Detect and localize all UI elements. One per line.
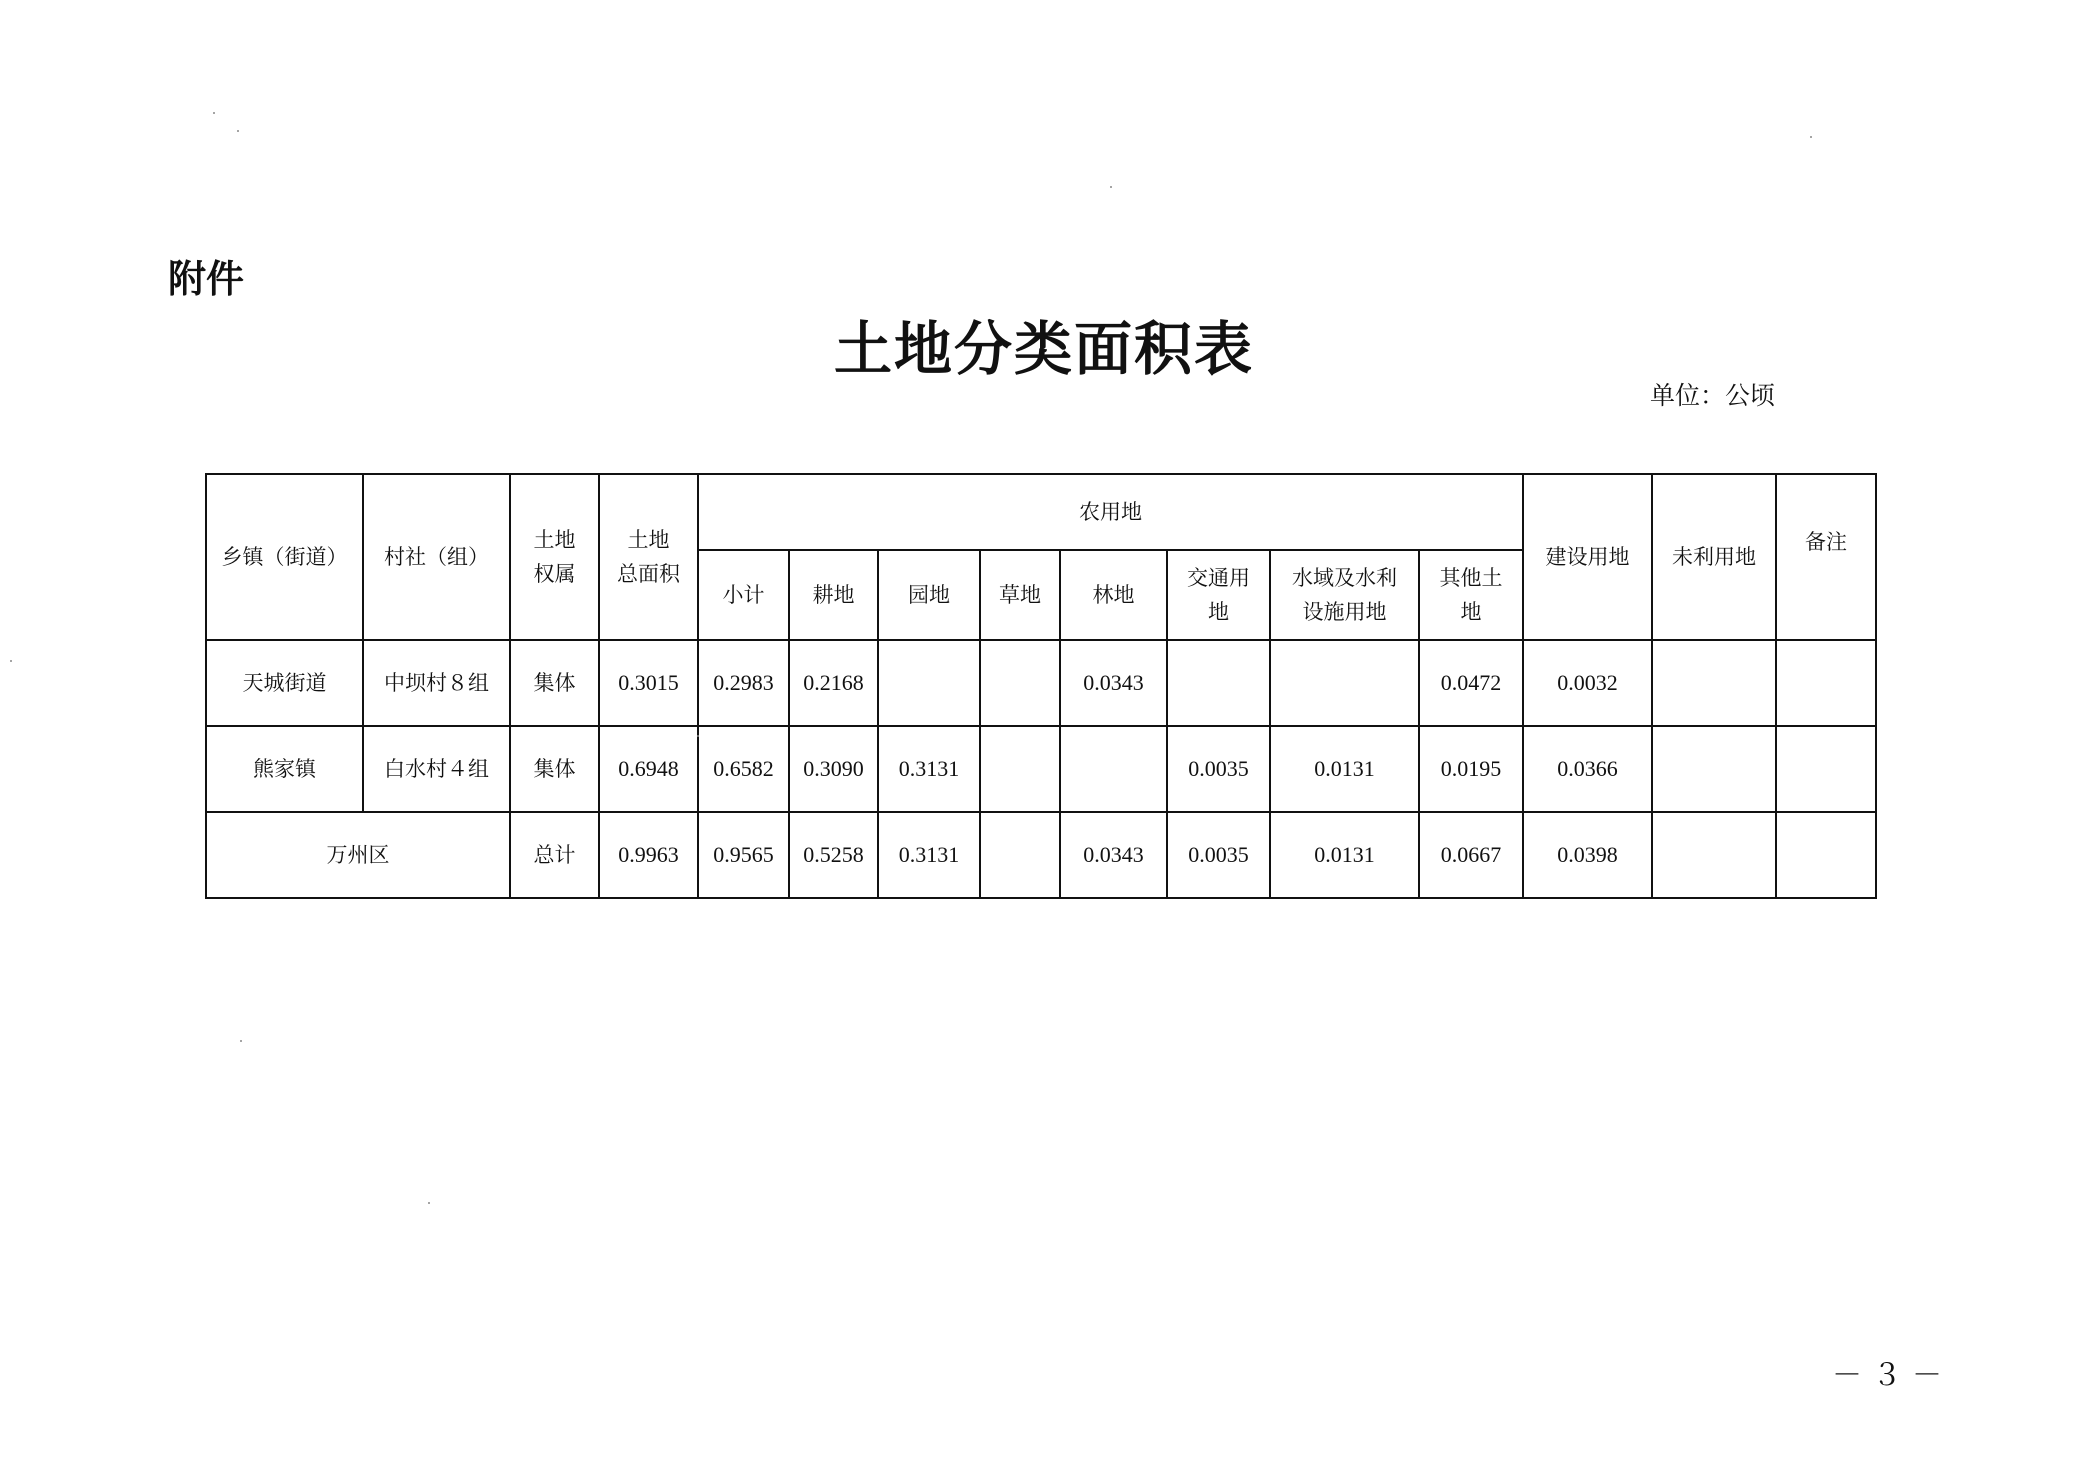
header-water-facilities: 水域及水利 设施用地 [1270,550,1419,640]
header-total-area: 土地 总面积 [599,474,698,640]
scan-speck [428,1202,430,1204]
ownership-cell: 集体 [510,726,599,812]
header-other-land: 其他土 地 [1419,550,1523,640]
document-title: 土地分类面积表 [833,315,1254,383]
village-cell: 中坝村８组 [363,640,510,726]
scan-speck [1110,186,1112,188]
transport-cell: 0.0035 [1167,812,1270,898]
township-cell: 熊家镇 [206,726,363,812]
attachment-label: 附件 [168,257,245,301]
total-area-cell: 0.6948 [599,726,698,812]
table-row [206,640,1876,726]
subtotal-cell: 0.6582 [698,726,789,812]
cultivated-cell: 0.2168 [789,640,878,726]
other-land-cell: 0.0472 [1419,640,1523,726]
unused-cell [1652,640,1776,726]
forest-cell: 0.0343 [1060,640,1167,726]
header-agricultural-land: 农用地 [698,474,1523,550]
scan-speck [240,1040,242,1042]
grassland-cell [980,726,1060,812]
page-number: －３－ [1832,1358,1952,1393]
grassland-cell [980,812,1060,898]
header-unused-land: 未利用地 [1652,474,1776,640]
unused-cell [1652,726,1776,812]
district-cell: 万州区 [206,812,510,898]
transport-cell: 0.0035 [1167,726,1270,812]
water-facilities-cell: 0.0131 [1270,812,1419,898]
total-row [206,812,1876,898]
construction-cell: 0.0032 [1523,640,1652,726]
remarks-cell [1776,640,1876,726]
subtotal-cell: 0.9565 [698,812,789,898]
land-classification-table [205,473,1877,899]
scan-speck [1810,136,1812,138]
subtotal-cell: 0.2983 [698,640,789,726]
cultivated-cell: 0.5258 [789,812,878,898]
header-garden: 园地 [878,550,980,640]
unused-cell [1652,812,1776,898]
scan-speck [237,130,239,132]
header-ownership: 土地 权属 [510,474,599,640]
header-construction-land: 建设用地 [1523,474,1652,640]
table-row [206,726,1876,812]
header-village: 村社（组） [363,474,510,640]
garden-cell: 0.3131 [878,812,980,898]
village-cell: 白水村４组 [363,726,510,812]
other-land-cell: 0.0667 [1419,812,1523,898]
other-land-cell: 0.0195 [1419,726,1523,812]
unit-label: 单位：公顷 [1650,381,1776,410]
header-remarks: 备注 [1776,474,1876,640]
ownership-cell: 集体 [510,640,599,726]
header-cultivated: 耕地 [789,550,878,640]
remarks-cell [1776,812,1876,898]
scan-speck [697,735,699,737]
construction-cell: 0.0398 [1523,812,1652,898]
transport-cell [1167,640,1270,726]
forest-cell [1060,726,1167,812]
total-area-cell: 0.3015 [599,640,698,726]
remarks-cell [1776,726,1876,812]
total-label-cell: 总计 [510,812,599,898]
header-transport: 交通用 地 [1167,550,1270,640]
garden-cell [878,640,980,726]
water-facilities-cell: 0.0131 [1270,726,1419,812]
header-subtotal: 小计 [698,550,789,640]
header-township: 乡镇（街道） [206,474,363,640]
construction-cell: 0.0366 [1523,726,1652,812]
forest-cell: 0.0343 [1060,812,1167,898]
water-facilities-cell [1270,640,1419,726]
garden-cell: 0.3131 [878,726,980,812]
scan-speck [10,660,12,662]
scan-speck [213,112,215,114]
cultivated-cell: 0.3090 [789,726,878,812]
header-grassland: 草地 [980,550,1060,640]
grassland-cell [980,640,1060,726]
township-cell: 天城街道 [206,640,363,726]
total-area-cell: 0.9963 [599,812,698,898]
header-forest: 林地 [1060,550,1167,640]
